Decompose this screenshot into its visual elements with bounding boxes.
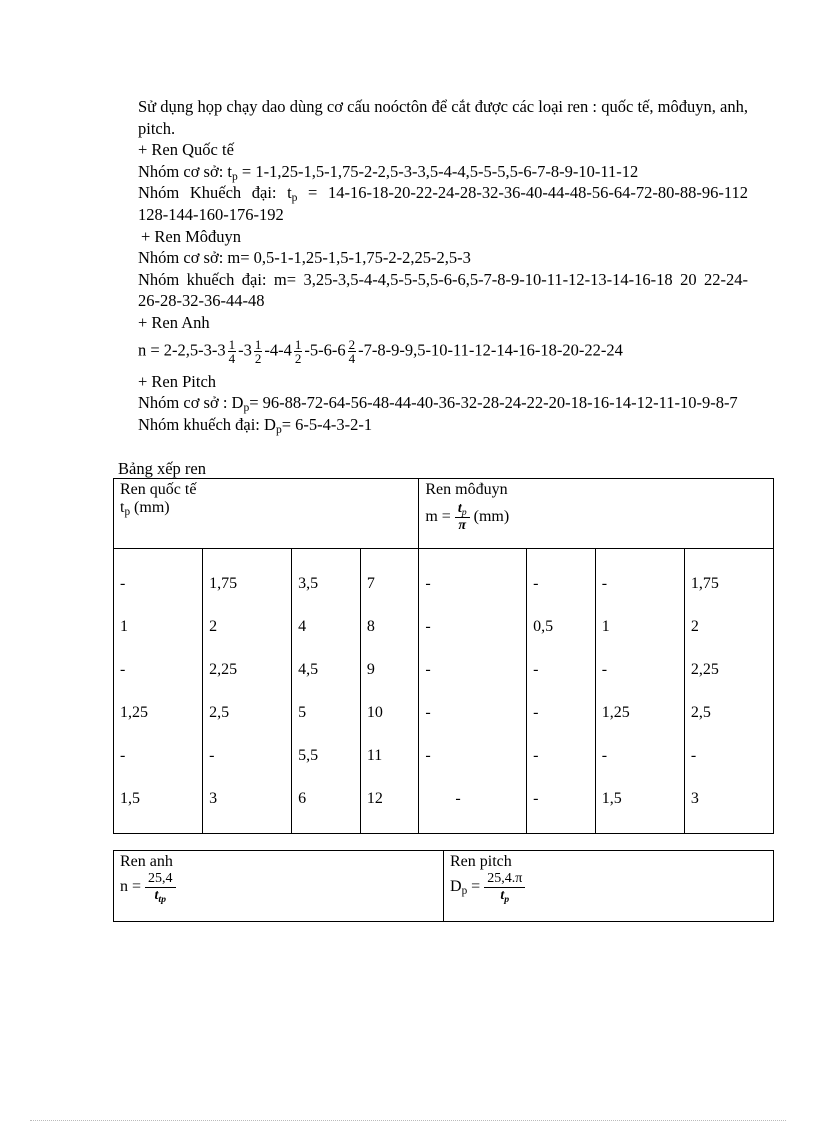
cell-value: 4	[298, 618, 307, 635]
quocte-header-title: Ren quốc tế	[120, 481, 197, 498]
cell-value: 1	[601, 618, 610, 635]
cell-value: 12	[366, 790, 383, 807]
cell-value: -	[209, 747, 215, 764]
cell-value: 10	[366, 704, 383, 721]
cell-value: 11	[366, 747, 383, 764]
cell-value: 3,5	[298, 575, 319, 592]
quocte-ext-line: Nhóm Khuếch đại: $t_p = 14-16-18-20-22-24-28-32-36-40-44-48-56-64-72-80-88-96-112$ 128-144-160-176-192	[138, 183, 748, 224]
cell-value: -	[425, 661, 431, 678]
cell-value: -	[120, 661, 126, 678]
cell-value: -	[425, 575, 431, 592]
anh-heading: + Ren Anh	[138, 312, 210, 332]
anh-title: Ren anh	[120, 853, 173, 870]
pitch-heading: + Ren Pitch	[138, 371, 217, 391]
page-divider	[30, 1120, 786, 1121]
quocte-base-line: Nhóm cơ sở: $t_p = 1-1,25-1,5-1,75-2-2,5-3-3,5-4-4,5-5-5,5-6-7-8-9-10-11-12$	[138, 161, 639, 183]
cell-value: 2	[209, 618, 218, 635]
cell-value: 3	[209, 790, 218, 807]
table-row	[114, 549, 774, 834]
cell-value: 5	[298, 704, 307, 721]
table-cell	[360, 549, 419, 834]
fraction: $\frac{1}{4}$	[228, 336, 236, 366]
pitch-title: Ren pitch	[450, 853, 512, 870]
formula-table	[113, 850, 774, 922]
quocte-header-cell	[114, 479, 419, 549]
fraction: $\frac{1}{2}$	[294, 336, 302, 366]
cell-value: 2,25	[209, 661, 238, 678]
cell-value: -	[533, 704, 539, 721]
text-block	[138, 96, 748, 435]
quocte-heading: + Ren Quốc tế	[138, 140, 234, 160]
cell-value: -	[690, 747, 697, 764]
cell-value: -	[120, 575, 126, 592]
anh-cell	[114, 851, 444, 922]
moduyn-header-title: Ren môđuyn	[425, 481, 508, 498]
cell-value: -	[455, 790, 461, 807]
quocte-header-unit: $t_p$ (mm)	[120, 499, 170, 518]
cell-value: 6	[298, 790, 307, 807]
cell-value: -	[425, 747, 431, 764]
cell-value: 7	[366, 575, 375, 592]
cell-value: -	[425, 618, 431, 635]
moduyn-ext-line: Nhóm khuếch đại: m= 3,25-3,5-4-4,5-5-5,5-6-6,5-7-8-9-10-11-12-13-14-16-18 20 22-24-26-28-32-36-44-48	[138, 269, 748, 311]
table-cell	[203, 549, 292, 834]
thread-table	[113, 478, 774, 834]
cell-value: 1,25	[120, 704, 148, 721]
cell-value: -	[120, 747, 126, 764]
cell-value: -	[601, 661, 608, 678]
table-cell	[595, 549, 684, 834]
fraction: $\frac{2}{4}$	[348, 336, 356, 366]
table-cell	[419, 549, 527, 834]
fraction: $\frac{1}{2}$	[254, 336, 262, 366]
anh-line: n = 2-2,5-3-3 $\frac{1}{4}$ -3 $\frac{1}{2}$ -4-4 $\frac{1}{2}$ -5-6-6 $\frac{2}{4}$ -7-8-9-9,5-10-11-12-14-16-18-20-22-24	[138, 336, 623, 366]
moduyn-base-line: Nhóm cơ sở: m= 0,5-1-1,25-1,5-1,75-2-2,25-2,5-3	[138, 248, 471, 268]
cell-value: -	[533, 575, 539, 592]
cell-value: 2	[690, 618, 699, 635]
table-cell	[292, 549, 361, 834]
cell-value: 2,5	[209, 704, 230, 721]
cell-value: 1	[120, 618, 128, 635]
cell-value: -	[601, 575, 608, 592]
table-cell	[527, 549, 596, 834]
table-cell	[684, 549, 773, 834]
moduyn-header-cell	[419, 479, 774, 549]
cell-value: 2,25	[690, 661, 719, 678]
intro-paragraph: Sử dụng họp chạy dao dùng cơ cấu noóctôn để cắt được các loại ren : quốc tế, môđuyn, anh, pitch.	[138, 97, 748, 138]
pitch-cell	[444, 851, 774, 922]
pitch-over-pi-fraction: $\frac{t_p}{\pi}$	[455, 501, 470, 534]
anh-formula: n = $\frac{25,4}{t_{tp}}$	[120, 871, 437, 904]
cell-value: -	[533, 747, 539, 764]
pitch-ext-line: Nhóm khuếch đại: $D_p= 6-5-4-3-2-1$	[138, 414, 373, 436]
table-cell	[114, 549, 203, 834]
cell-value: 1,5	[601, 790, 622, 807]
pitch-base-line: Nhóm cơ sở : $D_p= 96-88-72-64-56-48-44-40-36-32-28-24-22-20-18-16-14-12-11-10-9-8-7$	[138, 393, 738, 415]
moduyn-heading: + Ren Môđuyn	[141, 226, 242, 246]
cell-value: 1,75	[690, 575, 719, 592]
moduyn-header-unit: m = $\frac{t_p}{\pi}$ (mm)	[425, 501, 510, 533]
cell-value: 2,5	[690, 704, 711, 721]
cell-value: 8	[366, 618, 375, 635]
cell-value: 5,5	[298, 747, 319, 764]
cell-value: 1,5	[120, 790, 140, 807]
cell-value: 1,75	[209, 575, 238, 592]
pitch-formula: $D_p$ = $\frac{25,4.\pi}{t_p}$	[450, 871, 767, 904]
cell-value: -	[425, 704, 431, 721]
cell-value: -	[601, 747, 608, 764]
cell-value: 3	[690, 790, 699, 807]
cell-value: -	[533, 661, 539, 678]
cell-value: 4,5	[298, 661, 319, 678]
cell-value: 0,5	[533, 618, 554, 635]
cell-value: 1,25	[601, 704, 630, 721]
cell-value: -	[533, 790, 539, 807]
table-caption: Bảng xếp ren	[118, 459, 206, 478]
cell-value: 9	[366, 661, 375, 678]
